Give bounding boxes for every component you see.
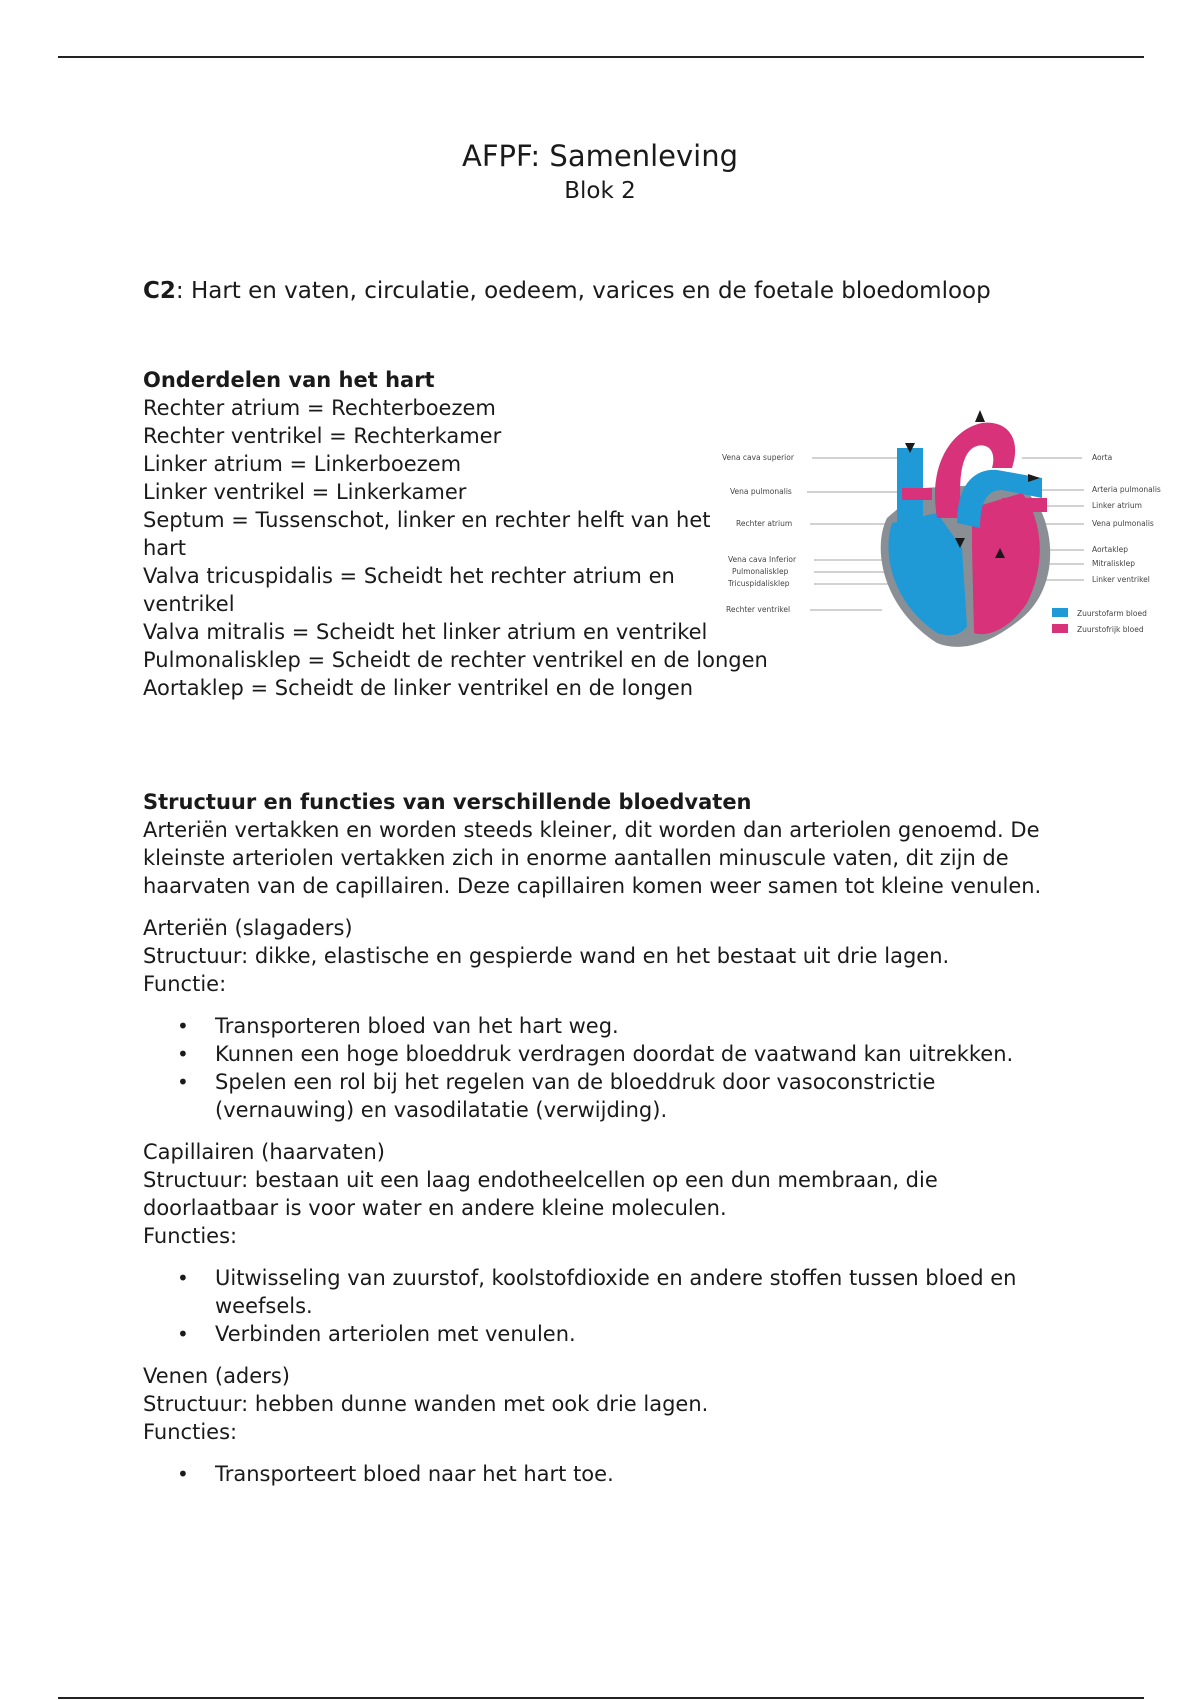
veins-bullet-list: [143, 1460, 1063, 1488]
bottom-rule: [58, 1697, 1144, 1699]
chapter-heading: [143, 276, 991, 306]
bullet-item: • Transporteert bloed naar het hart toe.: [215, 1460, 1063, 1488]
bullet-item: • Kunnen een hoge bloeddruk verdragen doordat de vaatwand kan uitrekken.: [215, 1040, 1063, 1068]
heart-part-line: Valva mitralis = Scheidt het linker atrium en ventrikel: [143, 620, 708, 644]
top-rule: [58, 56, 1144, 58]
diagram-label: Aorta: [1092, 453, 1113, 462]
heart-part-line: Linker atrium = Linkerboezem: [143, 452, 462, 476]
heart-parts-heading: Onderdelen van het hart: [143, 368, 435, 392]
diagram-label: Vena pulmonalis: [730, 487, 792, 496]
arteries-bullet-list: [143, 1012, 1063, 1124]
heart-part-line: Aortaklep = Scheidt de linker ventrikel en de longen: [143, 676, 694, 700]
capillaries-function-label: Functies:: [143, 1224, 238, 1248]
heart-diagram-svg: [722, 398, 1170, 648]
legend-label: Zuurstofrijk bloed: [1077, 625, 1144, 634]
arteries-name: Arteriën (slagaders): [143, 916, 353, 940]
vena-cava-inferior: [902, 548, 924, 593]
heart-part-line: Valva tricuspidalis = Scheidt het rechter atrium en ventrikel: [143, 564, 675, 616]
diagram-label: Linker ventrikel: [1092, 575, 1150, 584]
heart-diagram: [722, 398, 1170, 648]
chapter-title: : Hart en vaten, circulatie, oedeem, varices en de foetale bloedomloop: [175, 278, 991, 304]
vena-pulmonalis-right: [1002, 498, 1047, 512]
chapter-code: C2: [143, 278, 176, 304]
heart-part-line: Rechter ventrikel = Rechterkamer: [143, 424, 502, 448]
diagram-label: Rechter atrium: [736, 519, 793, 528]
arteries-structure: Structuur: dikke, elastische en gespierde wand en het bestaat uit drie lagen.: [143, 944, 950, 968]
diagram-label: Linker atrium: [1092, 501, 1142, 510]
page-title: AFPF: Samenleving: [462, 139, 738, 173]
arteries-function-label: Functie:: [143, 972, 227, 996]
legend-swatch-oxygen-rich: [1052, 624, 1068, 633]
capillaries-name: Capillairen (haarvaten): [143, 1140, 385, 1164]
legend-swatch-oxygen-poor: [1052, 608, 1068, 617]
diagram-label: Pulmonalisklep: [732, 567, 789, 576]
veins-structure: Structuur: hebben dunne wanden met ook drie lagen.: [143, 1392, 709, 1416]
left-heart-pink: [972, 493, 1040, 634]
legend-label: Zuurstofarm bloed: [1077, 609, 1147, 618]
diagram-label: Rechter ventrikel: [726, 605, 791, 614]
vessels-heading: Structuur en functies van verschillende bloedvaten: [143, 790, 752, 814]
heart-part-line: Pulmonalisklep = Scheidt de rechter ventrikel en de longen: [143, 648, 768, 672]
capillaries-structure: Structuur: bestaan uit een laag endotheelcellen op een dun membraan, die doorlaatbaar is voor water en andere kleine moleculen.: [143, 1168, 938, 1220]
diagram-label: Arteria pulmonalis: [1092, 485, 1161, 494]
heart-part-line: Septum = Tussenschot, linker en rechter helft van het hart: [143, 508, 711, 560]
diagram-label: Tricuspidalisklep: [728, 579, 790, 588]
vessels-section: [143, 788, 1063, 1502]
veins-name: Venen (aders): [143, 1364, 290, 1388]
page-subtitle: Blok 2: [564, 178, 636, 204]
diagram-label: Aortaklep: [1092, 545, 1129, 554]
bullet-item: • Verbinden arteriolen met venulen.: [215, 1320, 1063, 1348]
heart-part-line: Rechter atrium = Rechterboezem: [143, 396, 496, 420]
bullet-item: • Spelen een rol bij het regelen van de bloeddruk door vasoconstrictie (vernauwing) en vasodilatatie (verwijding).: [215, 1068, 1063, 1124]
capillaries-bullet-list: [143, 1264, 1063, 1348]
diagram-label: Vena pulmonalis: [1092, 519, 1154, 528]
heart-part-line: Linker ventrikel = Linkerkamer: [143, 480, 467, 504]
vena-pulmonalis-left: [902, 488, 932, 500]
bullet-item: • Uitwisseling van zuurstof, koolstofdioxide en andere stoffen tussen bloed en weefsels.: [215, 1264, 1063, 1320]
veins-function-label: Functies:: [143, 1420, 238, 1444]
vessels-intro: Arteriën vertakken en worden steeds kleiner, dit worden dan arteriolen genoemd. De kleinste arteriolen vertakken zich in enorme aantallen minuscule vaten, dit zijn de haarvaten van de capillairen. Deze capillairen komen weer samen tot kleine venulen.: [143, 818, 1042, 898]
diagram-label: Mitralisklep: [1092, 559, 1136, 568]
diagram-label: Vena cava superior: [722, 453, 794, 462]
diagram-label: Vena cava Inferior: [728, 555, 797, 564]
bullet-item: • Transporteren bloed van het hart weg.: [215, 1012, 1063, 1040]
